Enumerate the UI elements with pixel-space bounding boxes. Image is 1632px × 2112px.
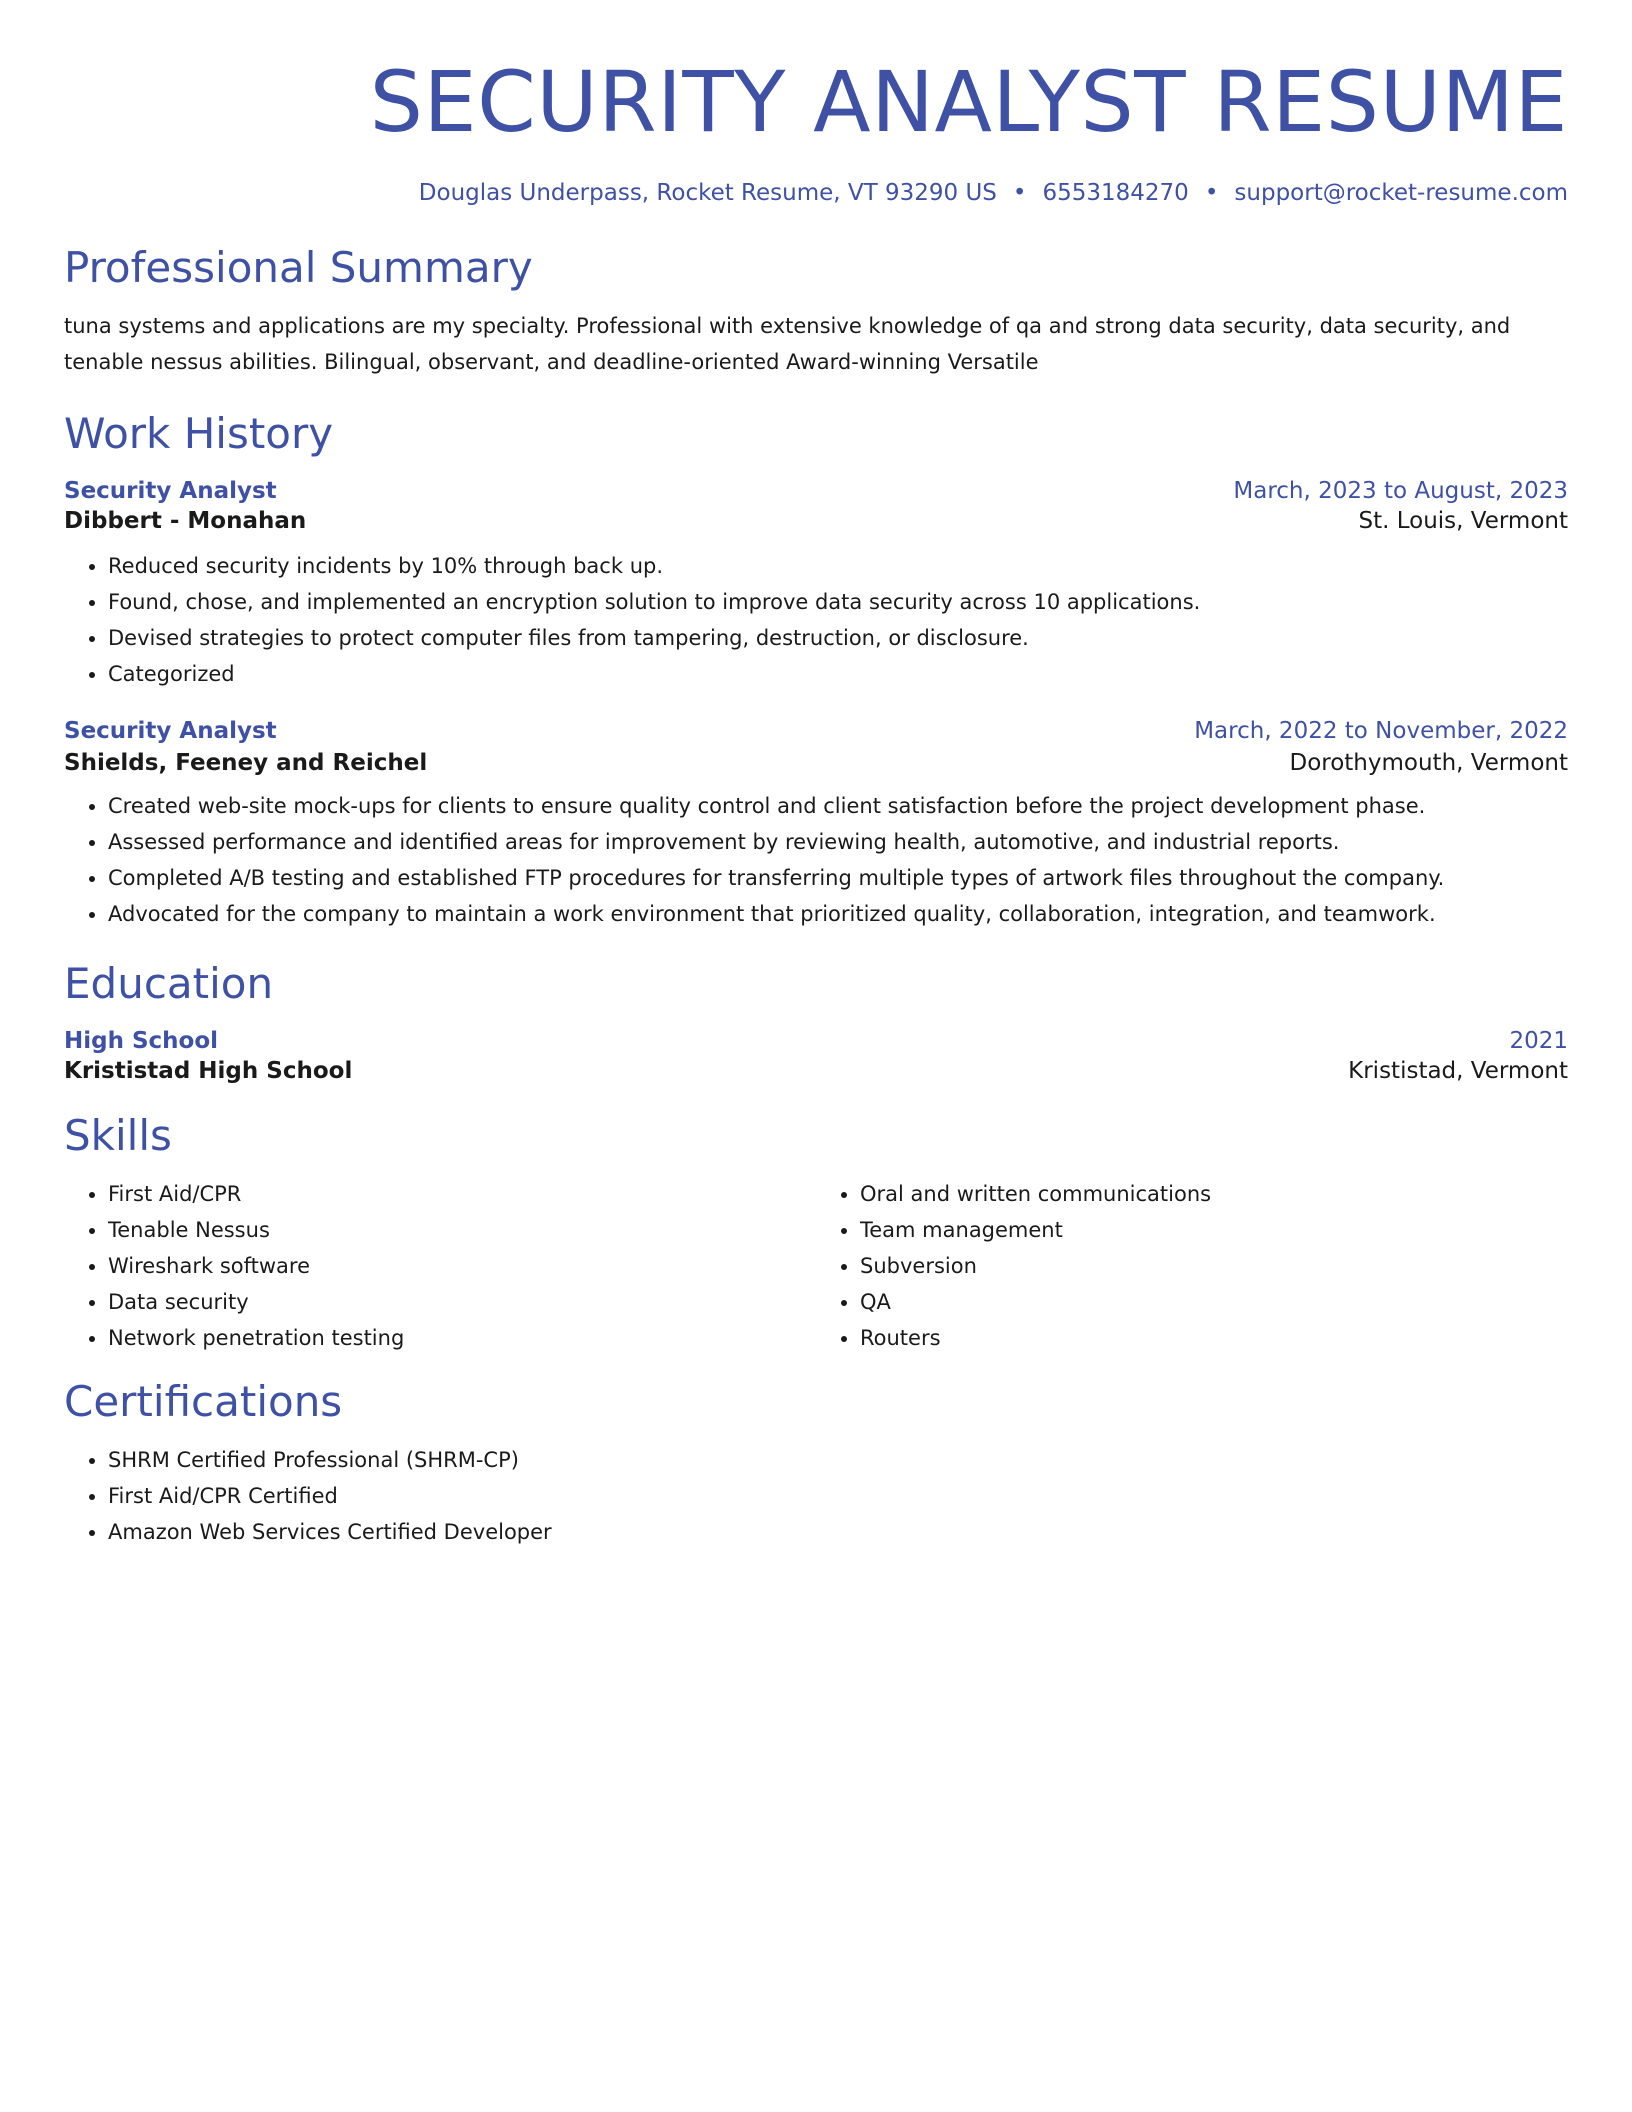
job-title: Security Analyst — [64, 478, 277, 504]
skills-grid — [64, 1176, 1568, 1356]
job-bullets — [64, 788, 1568, 932]
skill-item: • First Aid/CPR — [108, 1176, 816, 1212]
skill-item: • Data security — [108, 1284, 816, 1320]
contact-line — [64, 178, 1568, 208]
job-bullet: • Advocated for the company to maintain a work environment that prioritized quality, collaboration, integration, and teamwork. — [108, 896, 1568, 932]
job-bullets — [64, 548, 1568, 692]
education-school-row — [64, 1058, 1568, 1084]
education-header-row — [64, 1028, 1568, 1054]
job-title: Security Analyst — [64, 718, 277, 744]
education-school: Krististad High School — [64, 1058, 353, 1084]
certifications-list — [64, 1442, 1568, 1550]
job-company-row — [64, 508, 1568, 534]
job-bullet: • Reduced security incidents by 10% through back up. — [108, 548, 1568, 584]
job-entry — [64, 478, 1568, 692]
job-header-row — [64, 718, 1568, 744]
skills-list-left — [64, 1176, 816, 1356]
resume-header — [64, 0, 1568, 208]
education-section — [64, 958, 1568, 1084]
skill-item: • Oral and written communications — [860, 1176, 1568, 1212]
job-company: Shields, Feeney and Reichel — [64, 750, 428, 776]
education-heading: Education — [64, 959, 274, 1008]
contact-address: Douglas Underpass, Rocket Resume, VT 93290 US — [418, 180, 997, 206]
job-location: Dorothymouth, Vermont — [1289, 750, 1568, 776]
job-bullet: • Assessed performance and identified areas for improvement by reviewing health, automotive, and industrial reports. — [108, 824, 1568, 860]
job-dates: March, 2022 to November, 2022 — [1194, 718, 1568, 744]
summary-section — [64, 242, 1568, 380]
job-bullet: • Categorized — [108, 656, 1568, 692]
skill-item: • Wireshark software — [108, 1248, 816, 1284]
job-company-row — [64, 750, 1568, 776]
job-bullet: • Found, chose, and implemented an encryption solution to improve data security across 10 applications. — [108, 584, 1568, 620]
job-bullet: • Devised strategies to protect computer files from tampering, destruction, or disclosure. — [108, 620, 1568, 656]
skill-item: • Routers — [860, 1320, 1568, 1356]
certification-item: • Amazon Web Services Certified Developer — [108, 1514, 1568, 1550]
job-company: Dibbert - Monahan — [64, 508, 307, 534]
contact-phone: 6553184270 — [1042, 180, 1189, 206]
job-bullet: • Created web-site mock-ups for clients to ensure quality control and client satisfaction before the project development phase. — [108, 788, 1568, 824]
skill-item: • Tenable Nessus — [108, 1212, 816, 1248]
work-heading: Work History — [64, 409, 334, 458]
certification-item: • SHRM Certified Professional (SHRM-CP) — [108, 1442, 1568, 1478]
skill-item: • Network penetration testing — [108, 1320, 816, 1356]
certifications-section — [64, 1376, 1568, 1550]
education-location: Krististad, Vermont — [1348, 1058, 1568, 1084]
skills-heading: Skills — [64, 1111, 172, 1160]
skills-list-right — [816, 1176, 1568, 1356]
contact-email: support@rocket-resume.com — [1234, 180, 1568, 206]
job-location: St. Louis, Vermont — [1358, 508, 1568, 534]
job-dates: March, 2023 to August, 2023 — [1233, 478, 1568, 504]
skill-item: • Team management — [860, 1212, 1568, 1248]
certification-item: • First Aid/CPR Certified — [108, 1478, 1568, 1514]
certifications-heading: Certifications — [64, 1377, 343, 1426]
resume-title: SECURITY ANALYST RESUME — [369, 53, 1568, 151]
summary-text: tuna systems and applications are my specialty. Professional with extensive knowledge of qa and strong data security, data security, and tenable nessus abilities. Bilingual, observant, and deadline-oriented Award-winning Versatile — [64, 314, 1511, 374]
job-bullet: • Completed A/B testing and established FTP procedures for transferring multiple types of artwork files throughout the company. — [108, 860, 1568, 896]
skill-item: • Subversion — [860, 1248, 1568, 1284]
summary-heading: Professional Summary — [64, 243, 533, 292]
job-header-row — [64, 478, 1568, 504]
contact-separator: • — [1012, 180, 1027, 206]
work-section — [64, 408, 1568, 932]
education-year: 2021 — [1509, 1028, 1568, 1054]
job-entry — [64, 718, 1568, 932]
skill-item: • QA — [860, 1284, 1568, 1320]
contact-separator: • — [1204, 180, 1219, 206]
education-degree: High School — [64, 1028, 219, 1054]
skills-section — [64, 1110, 1568, 1356]
